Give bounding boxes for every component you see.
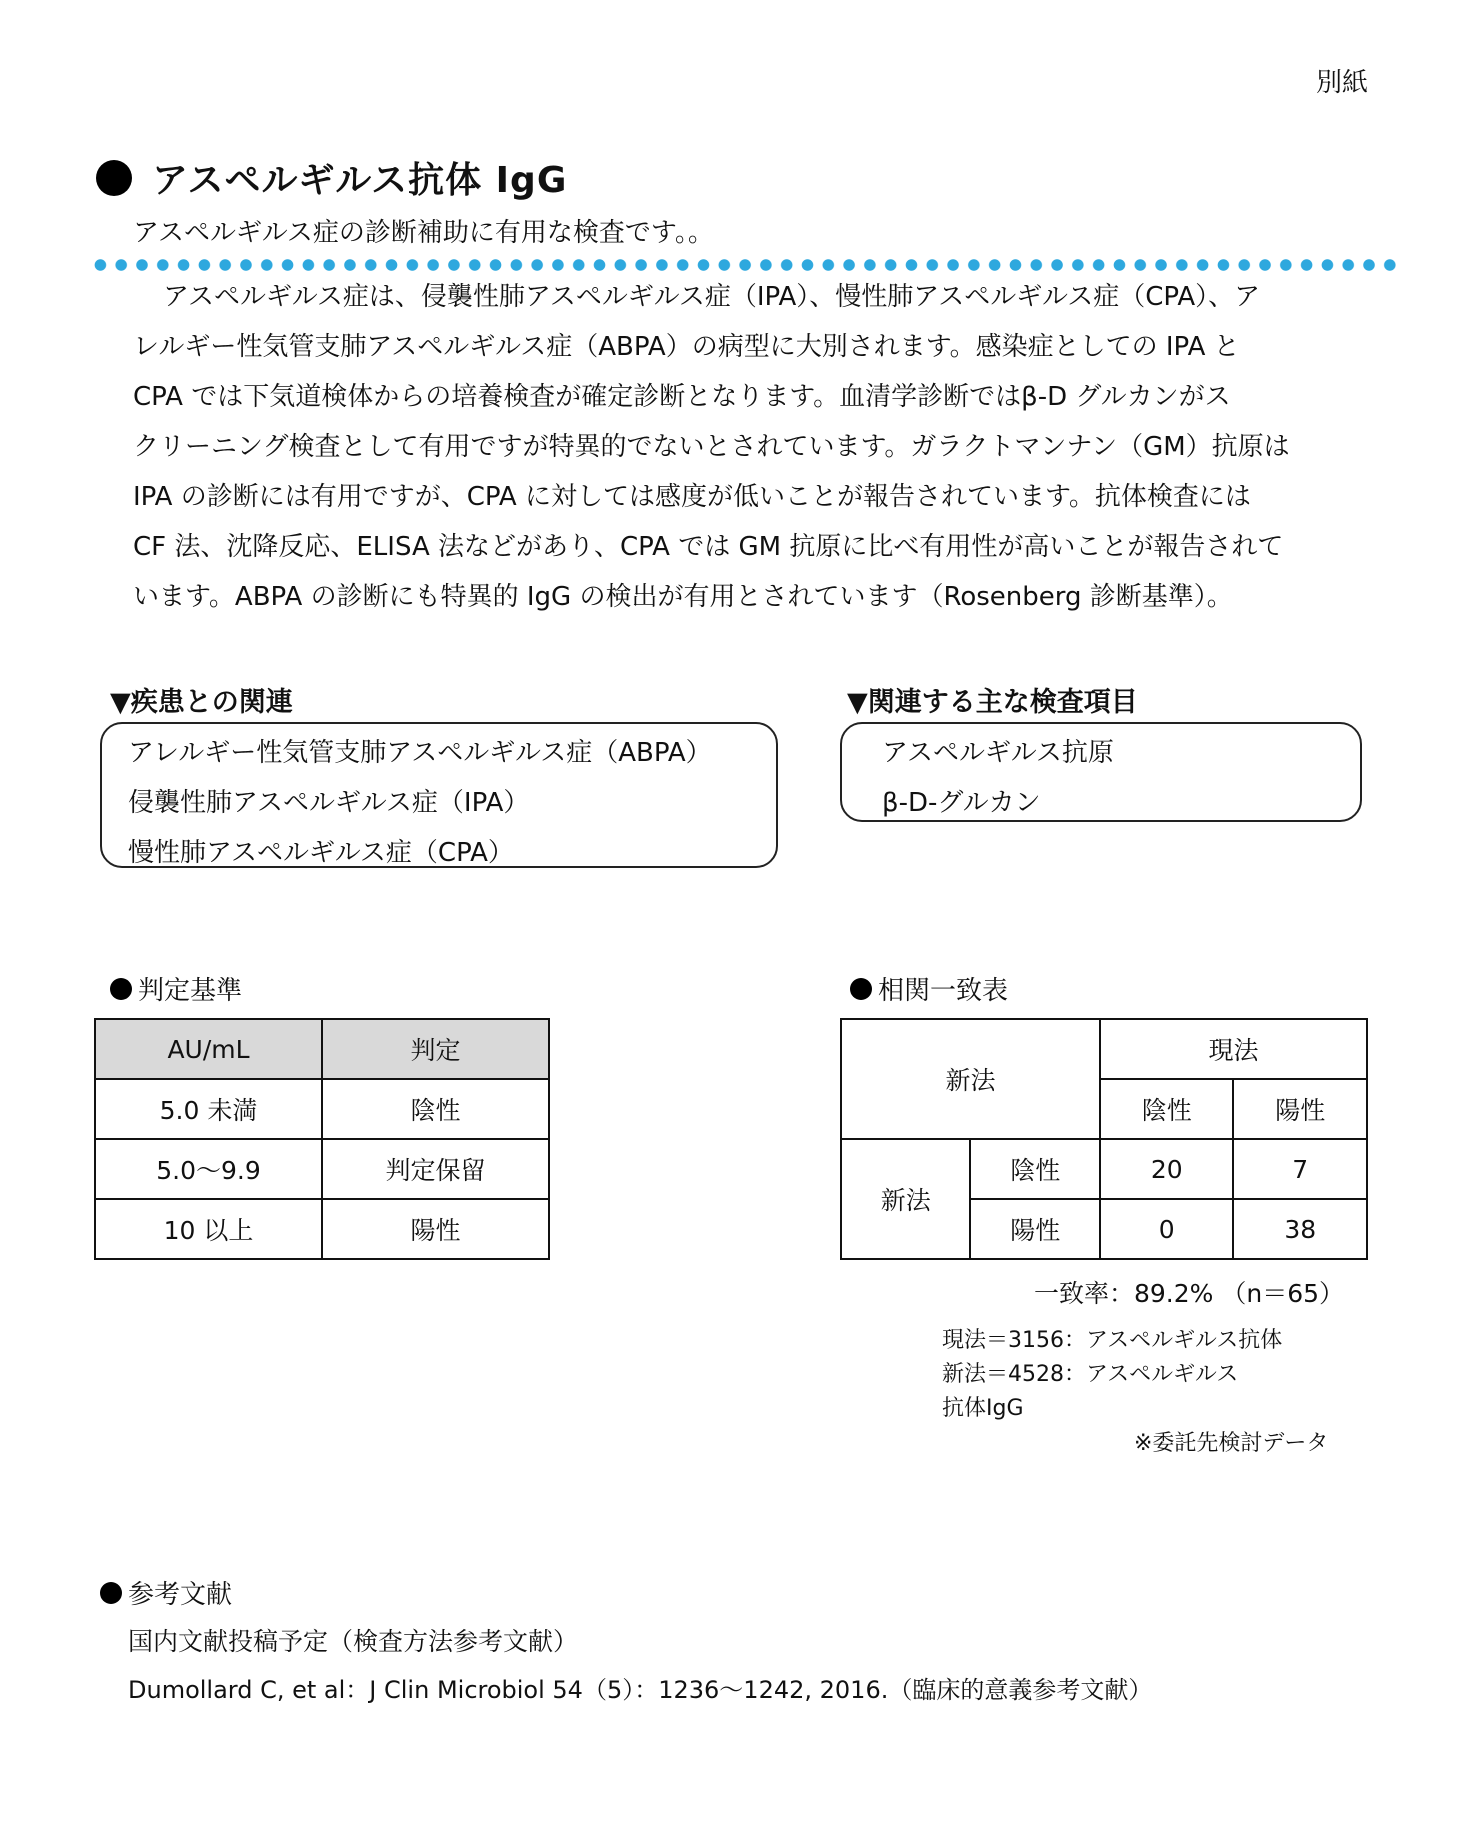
table-cell: 0 (1100, 1199, 1234, 1259)
table-row (841, 1139, 1367, 1199)
table-cell: 陽性 (322, 1199, 549, 1259)
row-group-cell: 新法 (841, 1139, 970, 1259)
description-paragraph (133, 272, 1383, 622)
agreement-rate: 一致率：89.2% （n＝65） (1034, 1279, 1345, 1308)
corner-cell: 新法 (841, 1019, 1100, 1139)
reference-item: Dumollard C, et al：J Clin Microbiol 54（5）：1236〜1242, 2016.（臨床的意義参考文献） (128, 1676, 1153, 1704)
table-row (95, 1139, 549, 1199)
body-line: IPA の診断には有用ですが、CPA に対しては感度が低いことが報告されています。抗体検査には (133, 482, 1251, 512)
disease-box (100, 722, 778, 868)
body-line: アスペルギルス症は、侵襲性肺アスペルギルス症（IPA）、慢性肺アスペルギルス症（CPA）、ア (163, 282, 1261, 312)
table-cell: 判定保留 (322, 1139, 549, 1199)
reference-item: 国内文献投稿予定（検査方法参考文献） (128, 1627, 579, 1656)
correlation-table (840, 1018, 1368, 1260)
bullet-icon (100, 1582, 122, 1604)
bullet-icon (850, 978, 872, 1000)
criteria-table (94, 1018, 550, 1260)
table-cell: 5.0 未満 (95, 1079, 322, 1139)
related-tests-box (840, 722, 1362, 822)
table-cell: 38 (1233, 1199, 1367, 1259)
table-cell: 10 以上 (95, 1199, 322, 1259)
disease-section-label: ▼疾患との関連 (110, 687, 293, 718)
source-note: ※委託先検討データ (1134, 1431, 1329, 1456)
related-test-item: アスペルギルス抗原 (882, 738, 1114, 768)
column-group-cell: 現法 (1100, 1019, 1367, 1079)
body-line: クリーニング検査として有用ですが特異的でないとされています。ガラクトマンナン（GM）抗原は (133, 432, 1290, 462)
body-line: います。ABPA の診断にも特異的 IgG の検出が有用とされています（Rosenberg 診断基準）。 (133, 582, 1233, 612)
table-header-row (841, 1019, 1367, 1079)
attachment-label: 別紙 (1315, 68, 1368, 98)
method-note: 抗体IgG (942, 1396, 1024, 1421)
row-header-cell: 陽性 (970, 1199, 1099, 1259)
table-row (95, 1079, 549, 1139)
bullet-icon (110, 978, 132, 1000)
table-cell: 20 (1100, 1139, 1234, 1199)
disease-item: 慢性肺アスペルギルス症（CPA） (128, 838, 514, 868)
method-note: 新法＝4528：アスペルギルス (942, 1362, 1239, 1387)
table-cell: 5.0〜9.9 (95, 1139, 322, 1199)
correlation-label: 相関一致表 (850, 970, 1008, 1007)
criteria-label: 判定基準 (110, 970, 242, 1007)
method-note: 現法＝3156：アスペルギルス抗体 (942, 1328, 1283, 1353)
table-cell: 7 (1233, 1139, 1367, 1199)
body-line: CPA では下気道検体からの培養検査が確定診断となります。血清学診断ではβ-D グルカンがス (133, 382, 1231, 412)
dotted-divider (90, 258, 1398, 272)
column-header-cell: 陰性 (1100, 1079, 1234, 1139)
method-notes (942, 1324, 1282, 1426)
disease-item: アレルギー性気管支肺アスペルギルス症（ABPA） (128, 738, 712, 768)
disease-item: 侵襲性肺アスペルギルス症（IPA） (128, 788, 530, 818)
table-row (95, 1199, 549, 1259)
column-header-cell: 陽性 (1233, 1079, 1367, 1139)
table-header-cell: 判定 (322, 1019, 549, 1079)
page-title: アスペルギルス抗体 IgG (152, 160, 568, 201)
body-line: レルギー性気管支肺アスペルギルス症（ABPA）の病型に大別されます。感染症としての IPA と (133, 332, 1240, 362)
references-label: 参考文献 (100, 1574, 232, 1611)
table-cell: 陰性 (322, 1079, 549, 1139)
row-header-cell: 陰性 (970, 1139, 1099, 1199)
table-header-row (95, 1019, 549, 1079)
related-test-item: β-D-グルカン (882, 788, 1041, 818)
related-tests-section-label: ▼関連する主な検査項目 (847, 687, 1138, 718)
title-bullet-icon (96, 160, 132, 196)
subtitle: アスペルギルス症の診断補助に有用な検査です。。 (133, 218, 714, 248)
title-row (96, 152, 567, 203)
body-line: CF 法、沈降反応、ELISA 法などがあり、CPA では GM 抗原に比べ有用性が高いことが報告されて (133, 532, 1284, 562)
table-header-cell: AU/mL (95, 1019, 322, 1079)
